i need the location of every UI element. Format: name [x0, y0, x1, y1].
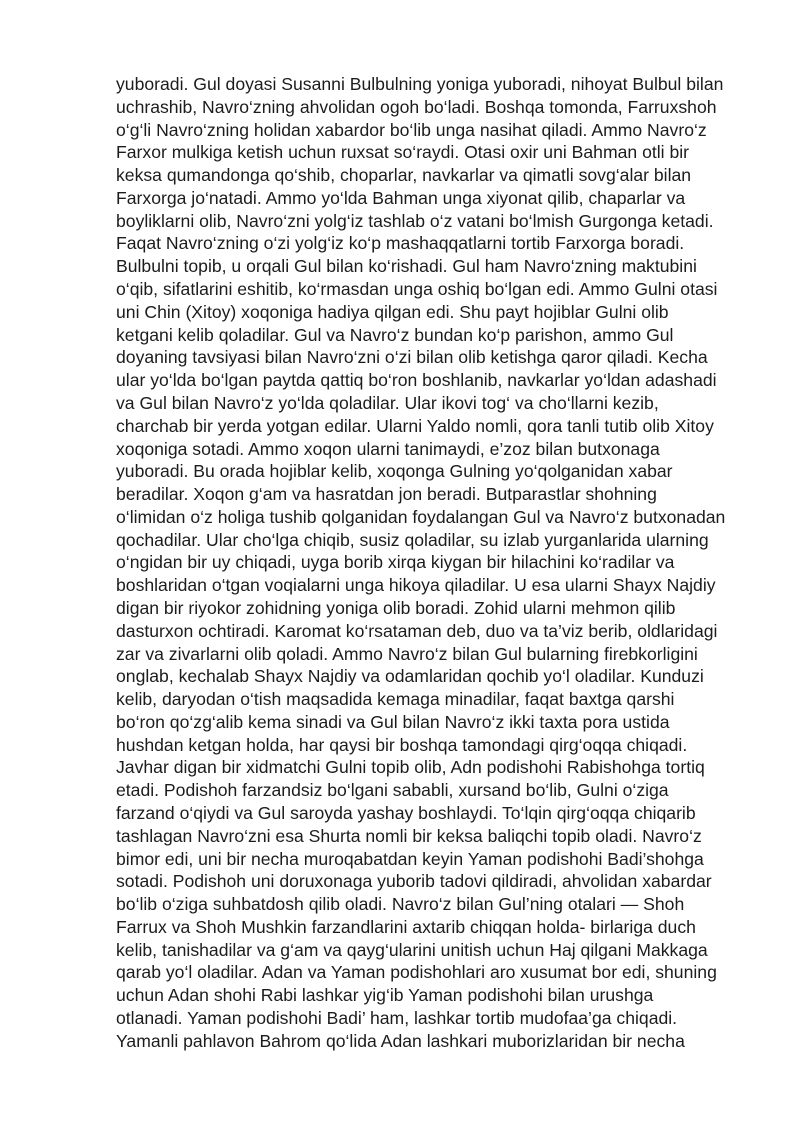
text-line: sotadi. Podishoh uni doruxonaga yuborib tadovi qildiradi, ahvolidan xabardar [116, 871, 712, 892]
text-line: etadi. Podishoh farzandsiz bo‘lgani sababli, xursand bo‘lib, Gulni o‘ziga [116, 780, 669, 801]
text-line: keksa qumandonga qo‘shib, choparlar, navkarlar va qimatli sovg‘alar bilan [116, 165, 692, 186]
text-line: dasturxon ochtiradi. Karomat ko‘rsataman deb, duo va ta’viz berib, oldlaridagi [116, 620, 718, 641]
text-line: bimor edi, uni bir necha muroqabatdan keyin Yaman podishohi Badi’shohga [116, 848, 704, 869]
text-line: otlanadi. Yaman podishohi Badi’ ham, lashkar tortib mudofaa’ga chiqadi. [116, 1008, 678, 1029]
text-line: uchun Adan shohi Rabi lashkar yig‘ib Yaman podishohi bilan urushga [116, 985, 654, 1006]
text-line: kelib, tanishadilar va g‘am va qayg‘ularini unitish uchun Haj qilgani Makkaga [116, 939, 708, 960]
text-line: ular yo‘lda bo‘lgan paytda qattiq bo‘ron boshlanib, navkarlar yo‘ldan adashadi [116, 370, 717, 391]
text-line: bo‘lib o‘ziga suhbatdosh qilib oladi. Navro‘z bilan Gul’ning otalari — Shoh [116, 894, 685, 915]
text-line: Javhar digan bir xidmatchi Gulni topib olib, Adn podishohi Rabishohga tortiq [116, 757, 705, 778]
text-line: farzand o‘qiydi va Gul saroyda yashay boshlaydi. To‘lqin qirg‘oqqa chiqarib [116, 803, 696, 823]
text-line: beradilar. Xoqon g‘am va hasratdan jon beradi. Butparastlar shohning [116, 484, 657, 505]
text-line: o‘limidan o‘z holiga tushib qolganidan foydalangan Gul va Navro‘z butxonadan [116, 506, 726, 527]
text-line: uni Chin (Xitoy) xoqoniga hadiya qilgan edi. Shu payt hojiblar Gulni olib [116, 301, 669, 322]
text-line: charchab bir yerda yotgan edilar. Ularni Yaldo nomli, qora tanli tutib olib Xitoy [116, 415, 714, 436]
text-line: boyliklarni olib, Navro‘zni yolg‘iz tashlab o‘z vatani bo‘lmish Gurgonga ketadi. [116, 210, 714, 231]
text-line: Farxorga jo‘natadi. Ammo yo‘lda Bahman unga xiyonat qilib, chaparlar va [116, 187, 686, 208]
text-line: o‘ngidan bir uy chiqadi, uyga borib xirqa kiygan bir hilachini ko‘radilar va [116, 552, 675, 573]
text-line: qochadilar. Ular cho‘lga chiqib, susiz qoladilar, su izlab yurganlarida ularning [116, 529, 709, 550]
text-line: doyaning tavsiyasi bilan Navro‘zni o‘zi bilan olib ketishga qaror qiladi. Kecha [116, 347, 708, 368]
body-paragraph [116, 73, 756, 1053]
text-line: boshlaridan o‘tgan voqialarni unga hikoya qiladilar. U esa ularni Shayx Najdiy [116, 575, 716, 596]
text-line: uchrashib, Navro‘zning ahvolidan ogoh bo‘ladi. Boshqa tomonda, Farruxshoh [116, 96, 717, 117]
text-line: tashlagan Navro‘zni esa Shurta nomli bir keksa baliqchi topib oladi. Navro‘z [116, 825, 702, 846]
text-line: Yamanli pahlavon Bahrom qo‘lida Adan lashkari muborizlaridan bir necha [116, 1030, 685, 1051]
text-line: qarab yo‘l oladilar. Adan va Yaman podishohlari aro xusumat bor edi, shuning [116, 962, 717, 983]
text-line: digan bir riyokor zohidning yoniga olib boradi. Zohid ularni mehmon qilib [116, 597, 676, 618]
text-line: o‘qib, sifatlarini eshitib, ko‘rmasdan unga oshiq bo‘lgan edi. Ammo Gulni otasi [116, 279, 718, 300]
text-line: yuboradi. Bu orada hojiblar kelib, xoqonga Gulning yo‘qolganidan xabar [116, 461, 673, 482]
text-line: bo‘ron qo‘zg‘alib kema sinadi va Gul bilan Navro‘z ikki taxta pora ustida [116, 711, 670, 732]
text-line: onglab, kechalab Shayx Najdiy va odamlaridan qochib yo‘l oladilar. Kunduzi [116, 666, 704, 687]
text-line: Farrux va Shoh Mushkin farzandlarini axtarib chiqqan holda- birlariga duch [116, 916, 696, 937]
text-line: Bulbulni topib, u orqali Gul bilan ko‘rishadi. Gul ham Navro‘zning maktubini [116, 256, 697, 277]
text-line: hushdan ketgan holda, har qaysi bir boshqa tamondagi qirg‘oqqa chiqadi. [116, 734, 688, 755]
text-line: Farxor mulkiga ketish uchun ruxsat so‘raydi. Otasi oxir uni Bahman otli bir [116, 142, 690, 163]
text-line: kelib, daryodan o‘tish maqsadida kemaga minadilar, faqat baxtga qarshi [116, 689, 675, 710]
text-line: yuboradi. Gul doyasi Susanni Bulbulning yoniga yuboradi, nihoyat Bulbul bilan [116, 74, 724, 94]
text-line: va Gul bilan Navro‘z yo‘lda qoladilar. Ular ikovi tog‘ va cho‘llarni kezib, [116, 392, 659, 413]
text-line: o‘g‘li Navro‘zning holidan xabardor bo‘lib unga nasihat qiladi. Ammo Navro‘z [116, 119, 707, 140]
text-line: xoqoniga sotadi. Ammo xoqon ularni tanimaydi, e’zoz bilan butxonaga [116, 438, 660, 459]
text-line: Faqat Navro‘zning o‘zi yolg‘iz ko‘p mashaqqatlarni tortib Farxorga boradi. [116, 233, 685, 254]
text-line: zar va zivarlarni olib qoladi. Ammo Navro‘z bilan Gul bularning firebkorligini [116, 643, 698, 664]
text-line: ketgani kelib qoladilar. Gul va Navro‘z bundan ko‘p parishon, ammo Gul [116, 324, 674, 345]
